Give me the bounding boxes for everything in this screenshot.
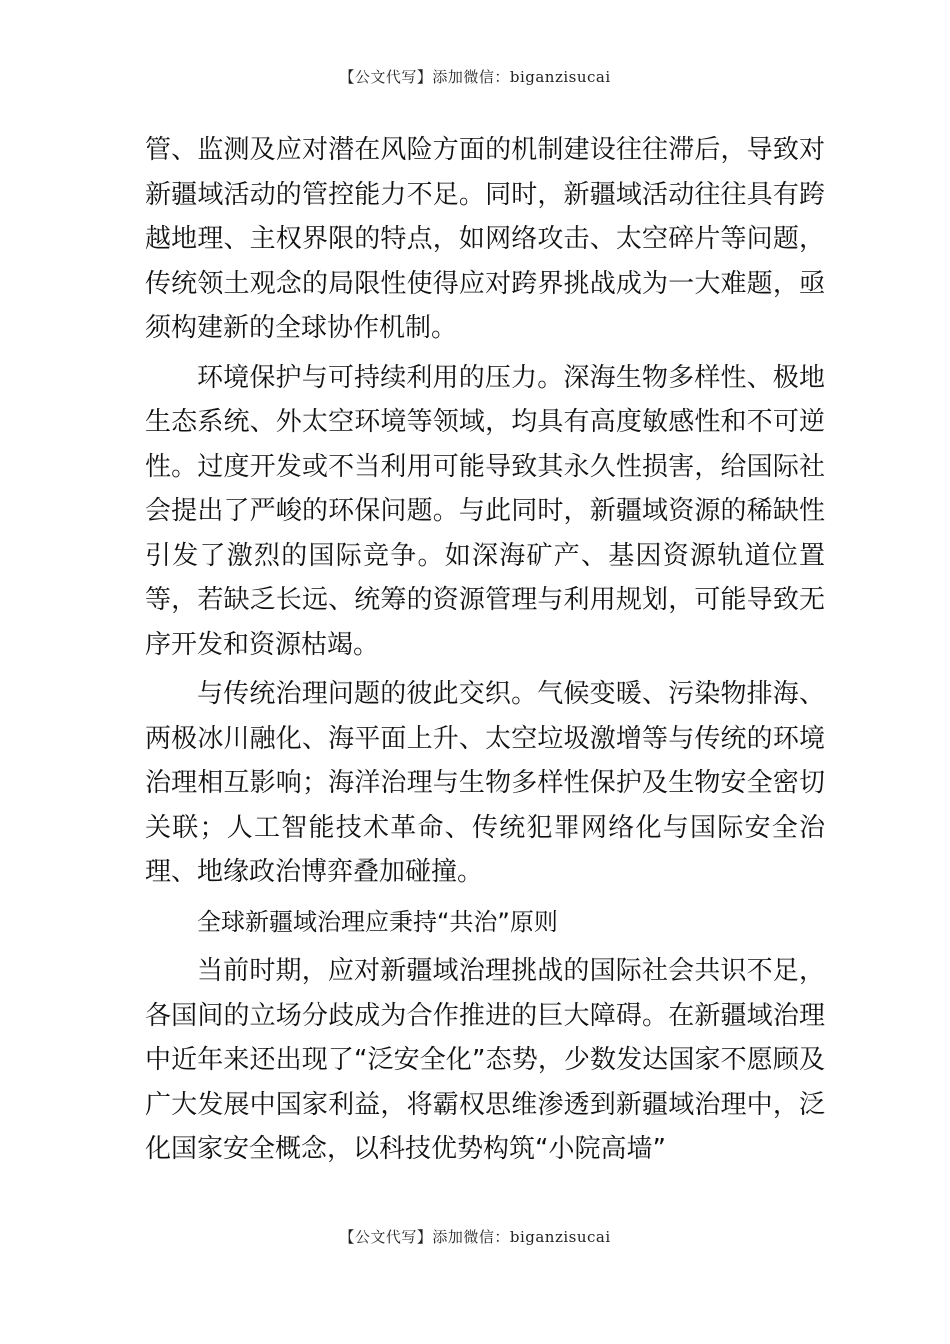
paragraph-environment: 环境保护与可持续利用的压力。深海生物多样性、极地生态系统、外太空环境等领域，均具有高度敏感性和不可逆性。过度开发或不当利用可能导致其永久性损害，给国际社会提出了严峻的环保问题。与此同时，新疆域资源的稀缺性引发了激烈的国际竞争。如深海矿产、基因资源轨道位置等，若缺乏长远、统筹的资源管理与利用规划，可能导致无序开发和资源枯竭。 [145, 362, 825, 660]
paragraph-traditional-governance: 与传统治理问题的彼此交织。气候变暖、污染物排海、两极冰川融化、海平面上升、太空垃圾激增等与传统的环境治理相互影响；海洋治理与生物多样性保护及生物安全密切关联；人工智能技术革命、传统犯罪网络化与国际安全治理、地缘政治博弈叠加碰撞。 [145, 679, 825, 887]
section-heading: 全球新疆域治理应秉持“共治”原则 [197, 907, 558, 936]
paragraph-continuation: 管、监测及应对潜在风险方面的机制建设往往滞后，导致对新疆域活动的管控能力不足。同时，新疆域活动往往具有跨越地理、主权界限的特点，如网络攻击、太空碎片等问题，传统领土观念的局限性使得应对跨界挑战成为一大难题，亟须构建新的全球协作机制。 [145, 135, 825, 343]
page-header: 【公文代写】添加微信：biganzisucai [339, 68, 611, 86]
document-body [145, 128, 825, 1177]
page-footer: 【公文代写】添加微信：biganzisucai [339, 1228, 611, 1246]
paragraph-current-period: 当前时期，应对新疆域治理挑战的国际社会共识不足，各国间的立场分歧成为合作推进的巨大障碍。在新疆域治理中近年来还出现了“泛安全化”态势，少数发达国家不愿顾及广大发展中国家利益，将霸权思维渗透到新疆域治理中，泛化国家安全概念，以科技优势构筑“小院高墙” [145, 956, 825, 1164]
